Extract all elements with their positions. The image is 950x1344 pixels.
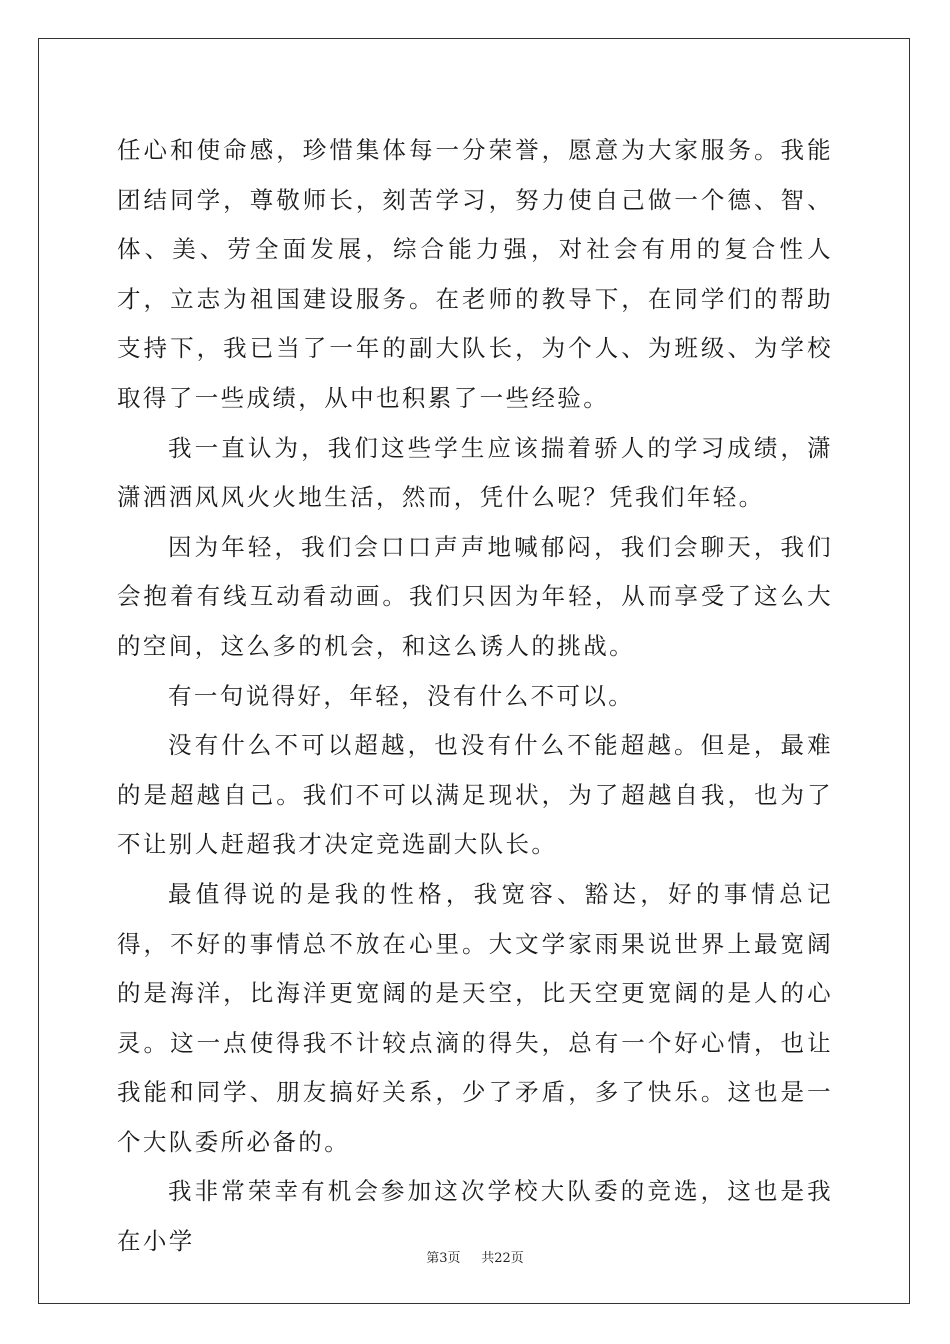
paragraph-2: 我一直认为，我们这些学生应该揣着骄人的学习成绩，潇潇洒洒风风火火地生活，然而，凭什么呢？凭我们年轻。 (117, 433, 833, 512)
paragraph-1: 任心和使命感，珍惜集体每一分荣誉，愿意为大家服务。我能团结同学，尊敬师长，刻苦学习，努力使自己做一个德、智、体、美、劳全面发展，综合能力强，对社会有用的复合性人才，立志为祖国建设服务。在老师的教导下，在同学们的帮助支持下，我已当了一年的副大队长，为个人、为班级、为学校取得了一些成绩，从中也积累了一些经验。 (117, 136, 833, 412)
document-body (117, 126, 833, 1267)
paragraph-3: 因为年轻，我们会口口声声地喊郁闷，我们会聊天，我们会抱着有线互动看动画。我们只因为年轻，从而享受了这么大的空间，这么多的机会，和这么诱人的挑战。 (117, 532, 833, 660)
paragraph-6: 最值得说的是我的性格，我宽容、豁达，好的事情总记得，不好的事情总不放在心里。大文学家雨果说世界上最宽阔的是海洋，比海洋更宽阔的是天空，比天空更宽阔的是人的心灵。这一点使得我不计较点滴的得失，总有一个好心情，也让我能和同学、朋友搞好关系，少了矛盾，多了快乐。这也是一个大队委所必备的。 (117, 879, 833, 1156)
paragraph-4: 有一句说得好，年轻，没有什么不可以。 (168, 681, 635, 710)
paragraph-5: 没有什么不可以超越，也没有什么不能超越。但是，最难的是超越自己。我们不可以满足现状，为了超越自我，也为了不让别人赶超我才决定竞选副大队长。 (117, 731, 833, 859)
page-total: 共22页 (481, 1251, 524, 1266)
paragraph-7: 我非常荣幸有机会参加这次学校大队委的竞选，这也是我在小学 (117, 1177, 833, 1256)
page-number: 第3页 (426, 1251, 461, 1266)
page-footer (0, 1247, 950, 1266)
